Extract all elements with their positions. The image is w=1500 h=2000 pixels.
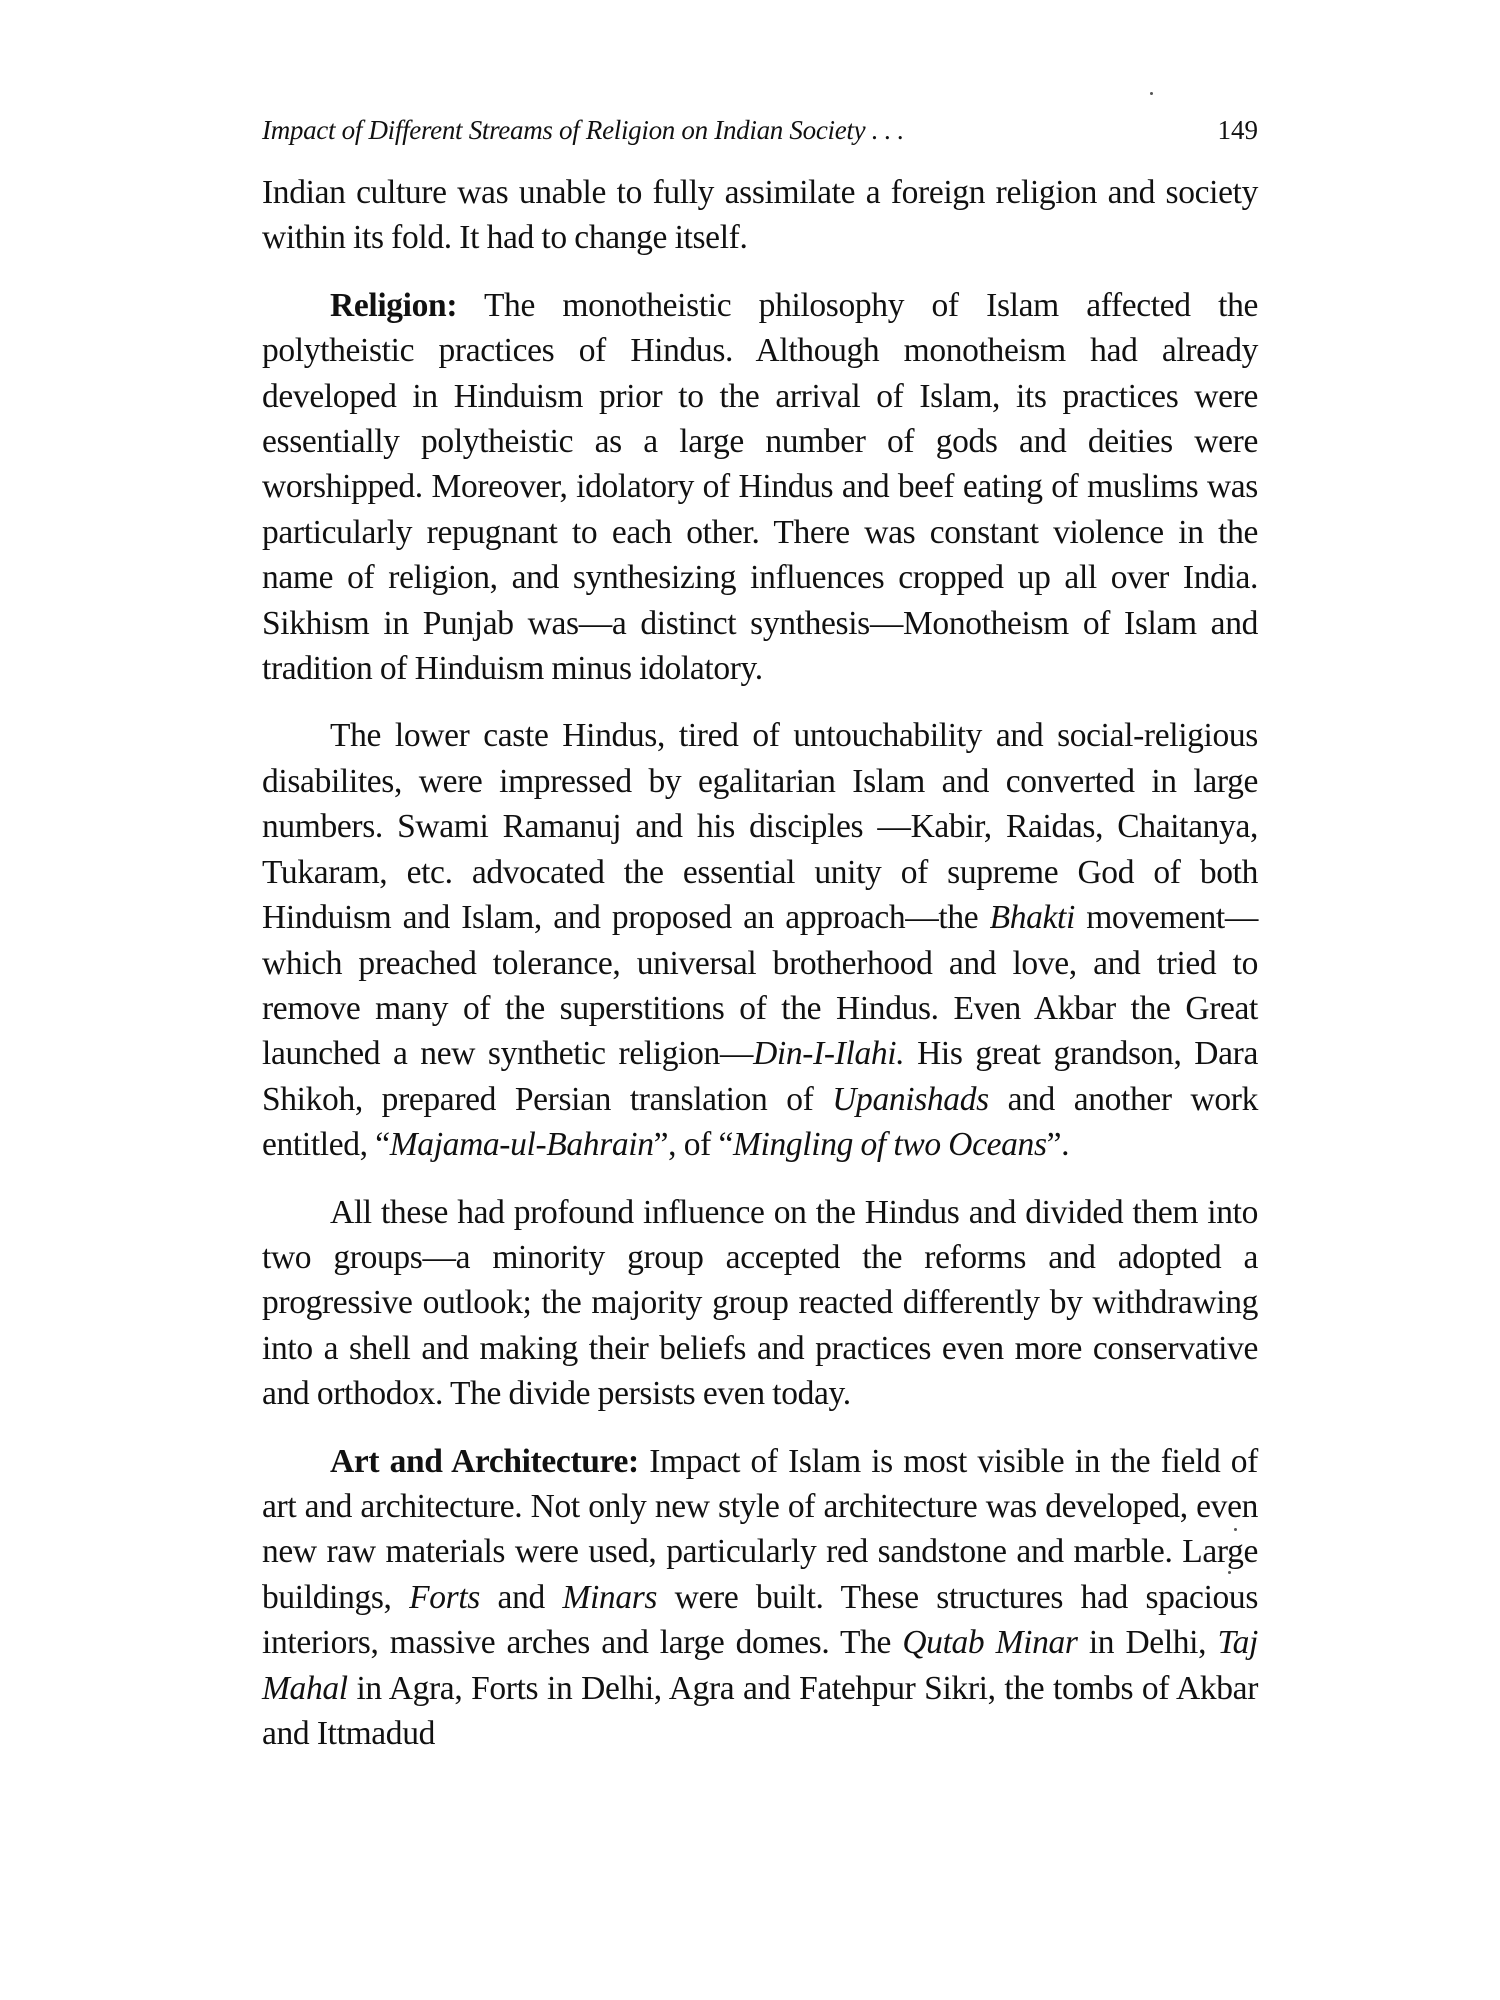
text-segment: and [480, 1578, 563, 1616]
text-segment: Indian culture was unable to fully assimilate a foreign religion and society within its fold. It had to change itself. [262, 174, 1258, 257]
text-segment: ”. [1046, 1126, 1070, 1164]
text-segment: in Agra, Forts in Delhi, Agra and Fatehpur Sikri, the tombs of Akbar and Ittmadud [262, 1669, 1258, 1752]
text-segment: ”, of “ [653, 1126, 733, 1164]
italic-term: Mingling of two Oceans [732, 1126, 1047, 1164]
italic-term: Minars [562, 1578, 658, 1616]
running-title: Impact of Different Streams of Religion on Indian Society . . . [262, 115, 904, 145]
running-header [262, 110, 1258, 150]
body-text [262, 170, 1258, 1778]
paragraph-art-architecture [262, 1439, 1258, 1757]
text-segment: Impact of Islam is most visible in the field of art and architecture. Not only new style of architecture was developed, even new raw materials were used, particularly red sandstone and marble. Large buildings, [262, 1442, 1258, 1616]
text-segment: The monotheistic philosophy of Islam affected the polytheistic practices of Hindus. Although monotheism had already developed in Hinduism prior to the arrival of Islam, its practices were essentially polytheistic as a large number of gods and deities were worshipped. Moreover, idolatory of Hindus and beef eating of muslims was particularly repugnant to each other. There was constant violence in the name of religion, and synthesizing influences cropped up all over India. Sikhism in Punjab was—a distinct synthesis—Monotheism of Islam and tradition of Hinduism minus idolatory. [262, 286, 1258, 688]
page-number: 149 [1217, 115, 1258, 145]
italic-term: Din-I-Ilahi. [753, 1035, 905, 1073]
text-segment: and another work entitled, “ [262, 1080, 1258, 1164]
text-segment: The lower caste Hindus, tired of untouchability and social-religious disabilites, were impressed by egalitarian Islam and converted in large numbers. Swami Ramanuj and his disciples —Kabir, Raidas, Chaitanya, Tukaram, etc. advocated the essential unity of supreme God of both Hinduism and Islam, and proposed an approach—the [262, 717, 1258, 937]
italic-term: Majama-ul-Bahrain [389, 1126, 654, 1164]
scan-speck [1234, 1528, 1237, 1531]
italic-term: Qutab Minar [902, 1624, 1078, 1662]
text-segment: were built. These structures had spacious interiors, massive arches and large domes. The [262, 1578, 1259, 1662]
text-segment: His great grandson, Dara Shikoh, prepared Persian translation of [262, 1035, 1258, 1118]
text-segment: movement—which preached tolerance, universal brotherhood and love, and tried to remove many of the superstitions of the Hindus. Even Akbar the Great launched a new synthetic religion— [262, 899, 1258, 1073]
paragraph-continuation [262, 170, 1258, 261]
section-heading-religion: Religion: [330, 286, 458, 324]
scan-speck [1150, 92, 1153, 95]
section-heading-art-architecture: Art and Architecture: [330, 1442, 639, 1480]
paragraph-lower-caste [262, 713, 1258, 1167]
paragraph-influence [262, 1190, 1258, 1417]
italic-term: Taj Mahal [262, 1624, 1259, 1707]
italic-term: Forts [409, 1578, 480, 1616]
italic-term: Bhakti [989, 899, 1075, 937]
scan-speck [1228, 1571, 1231, 1574]
paragraph-religion [262, 283, 1258, 692]
italic-term: Upanishads [832, 1080, 989, 1118]
text-segment: in Delhi, [1077, 1624, 1218, 1662]
text-segment: All these had profound influence on the Hindus and divided them into two groups—a minority group accepted the reforms and adopted a progressive outlook; the majority group reacted differently by withdrawing into a shell and making their beliefs and practices even more conservative and orthodox. The divide persists even today. [262, 1193, 1258, 1413]
